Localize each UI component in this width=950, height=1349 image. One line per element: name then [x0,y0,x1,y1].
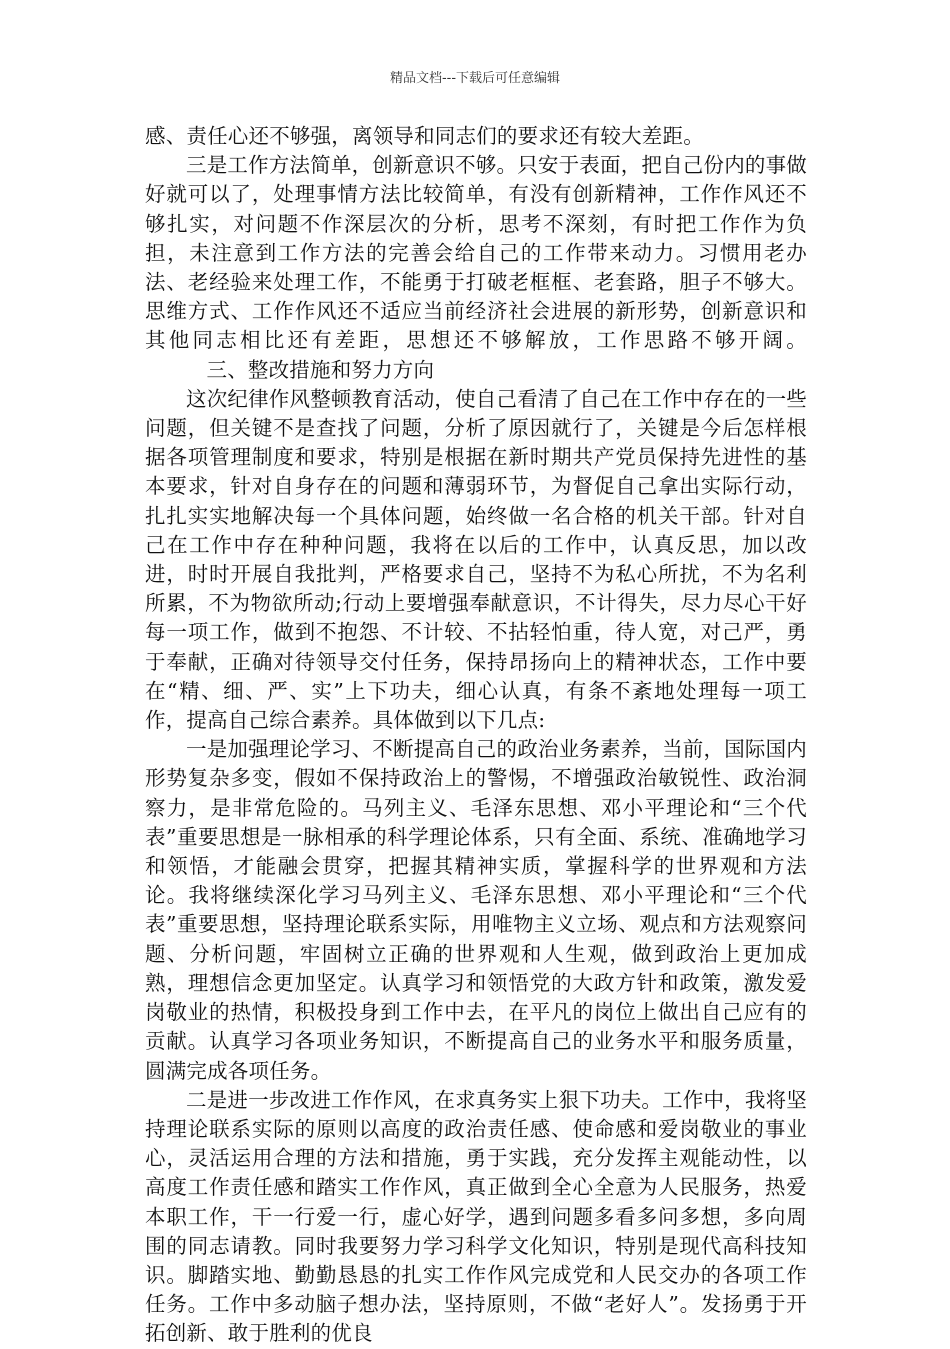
paragraph-work-method [145,151,807,385]
paragraph-theory-study: 一是加强理论学习、不断提高自己的政治业务素养，当前，国际国内形势复杂多变，假如不保持政治上的警惕，不增强政治敏锐性、政治洞察力，是非常危险的。马列主义、毛泽东思想、邓小平理论和“三个代表”重要思想是一脉相承的科学理论体系，只有全面、系统、准确地学习和领悟，才能融会贯穿，把握其精神实质，掌握科学的世界观和方法论。我将继续深化学习马列主义、毛泽东思想、邓小平理论和“三个代表”重要思想，坚持理论联系实际，用唯物主义立场、观点和方法观察问题、分析问题，牢固树立正确的世界观和人生观，做到政治上更加成熟，理想信念更加坚定。认真学习和领悟党的大政方针和政策，激发爱岗敬业的热情，积极投身到工作中去，在平凡的岗位上做出自己应有的贡献。认真学习各项业务知识，不断提高自己的业务水平和服务质量，圆满完成各项任务。 [145,737,807,1083]
paragraph-work-method-text: 三是工作方法简单，创新意识不够。只安于表面，把自己份内的事做好就可以了，处理事情方法比较简单，有没有创新精神，工作作风还不够扎实，对问题不作深层次的分析，思考不深刻，有时把工作作为负担，未注意到工作方法的完善会给自己的工作带来动力。习惯用老办法、老经验来处理工作，不能勇于打破老框框、老套路，胆子不够大。思维方式、工作作风还不适应当前经济社会进展的新形势，创新意识和其他同志相比还有差距，思想还不够解放，工作思路不够开阔。 [145,153,807,353]
document-body [145,122,807,1349]
paragraph-discipline-campaign: 这次纪律作风整顿教育活动，使自己看清了自己在工作中存在的一些问题，但关键不是查找了问题，分析了原因就行了，关键是今后怎样根据各项管理制度和要求，特别是根据在新时期共产党员保持先进性的基本要求，针对自身存在的问题和薄弱环节，为督促自己拿出实际行动，扎扎实实地解决每一个具体问题，始终做一名合格的机关干部。针对自己在工作中存在种种问题，我将在以后的工作中，认真反思，加以改进，时时开展自我批判，严格要求自己，坚持不为私心所扰，不为名利所累，不为物欲所动;行动上要增强奉献意识，不计得失，尽力尽心干好每一项工作，做到不抱怨、不计较、不拈轻怕重，待人宽，对己严，勇于奉献，正确对待领导交付任务，保持昂扬向上的精神状态，工作中要在“精、细、严、实”上下功夫，细心认真，有条不紊地处理每一项工作，提高自己综合素养。具体做到以下几点: [145,386,807,733]
page-header: 精品文档---下载后可任意编辑 [389,71,561,86]
section-heading-rectification: 三、整改措施和努力方向 [206,357,435,382]
paragraph-continued: 感、责任心还不够强，离领导和同志们的要求还有较大差距。 [145,124,704,148]
paragraph-work-style: 二是进一步改进工作作风，在求真务实上狠下功夫。工作中，我将坚持理论联系实际的原则以高度的政治责任感、使命感和爱岗敬业的事业心，灵活运用合理的方法和措施，勇于实践，充分发挥主观能动性，以高度工作责任感和踏实工作作风，真正做到全心全意为人民服务，热爱本职工作，干一行爱一行，虚心好学，遇到问题多看多问多想，多向周围的同志请教。同时我要努力学习科学文化知识，特别是现代高科技知识。脚踏实地、勤勤恳恳的扎实工作作风完成党和人民交办的各项工作任务。工作中多动脑子想办法，坚持原则，不做“老好人”。发扬勇于开拓创新、敢于胜利的优良 [145,1087,807,1346]
